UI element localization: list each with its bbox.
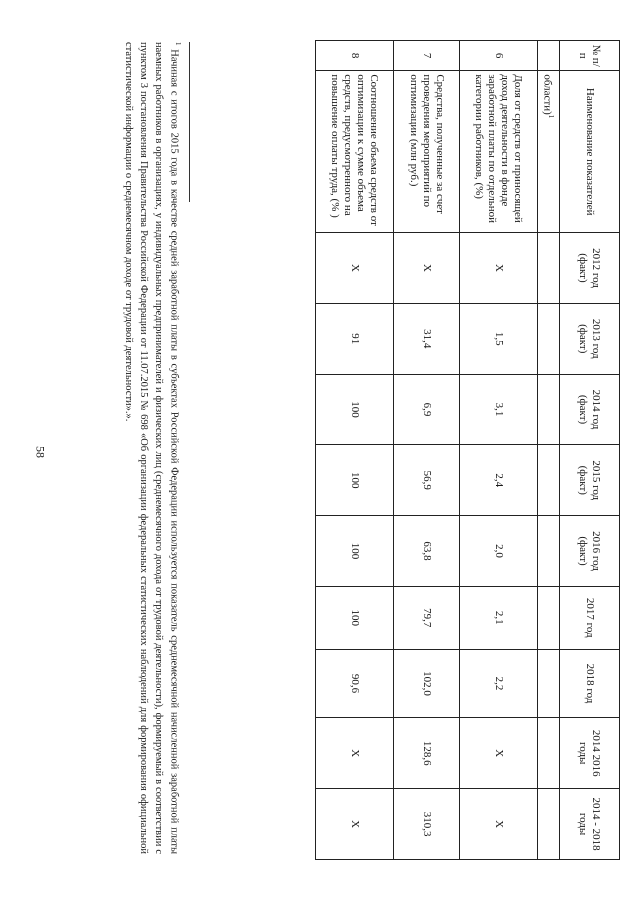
cell-value: X bbox=[316, 789, 394, 860]
cell-value: 100 bbox=[316, 445, 394, 516]
header-num: № п/п bbox=[560, 41, 620, 71]
cell-value: 128,6 bbox=[394, 718, 460, 789]
header-2015: 2015 год (факт) bbox=[560, 445, 620, 516]
cell-value: X bbox=[460, 789, 538, 860]
row-name: Соотношение объема средств от оптимизации к сумме объема средств, предусмотренного на повышение оплаты труда, (% ) bbox=[316, 71, 394, 233]
header-2018: 2018 год bbox=[560, 649, 620, 718]
table-row bbox=[538, 41, 560, 860]
cell-value: 2,2 bbox=[460, 649, 538, 718]
row-num: 8 bbox=[316, 41, 394, 71]
cell-value: 102,0 bbox=[394, 649, 460, 718]
cell-value: 56,9 bbox=[394, 445, 460, 516]
cell-value: X bbox=[316, 718, 394, 789]
cell-value: 2,0 bbox=[460, 516, 538, 587]
row-num: 6 bbox=[460, 41, 538, 71]
cell-value: 90,6 bbox=[316, 649, 394, 718]
footnote bbox=[122, 42, 186, 854]
header-2016: 2016 год (факт) bbox=[560, 516, 620, 587]
cell-value: 1,5 bbox=[460, 303, 538, 374]
cell-value: 100 bbox=[316, 516, 394, 587]
cell-value: X bbox=[460, 718, 538, 789]
cell-value: 2,1 bbox=[460, 586, 538, 649]
header-name: Наименование показателей bbox=[560, 71, 620, 233]
table-header-row bbox=[560, 41, 620, 860]
header-2014-2016: 2014 2016 годы bbox=[560, 718, 620, 789]
cell-value: 31,4 bbox=[394, 303, 460, 374]
cell-value: 3,1 bbox=[460, 374, 538, 445]
header-2012: 2012 год (факт) bbox=[560, 233, 620, 304]
header-2014-2018: 2014 - 2018 годы bbox=[560, 789, 620, 860]
cell-value: 63,8 bbox=[394, 516, 460, 587]
row-name: Средства, полученные за счет проведения мероприятий по оптимизации (млн руб.) bbox=[394, 71, 460, 233]
row-name: Доля от средств от приносящей доход деятельности в фонде заработной платы по отдельной категории работников, (%) bbox=[460, 71, 538, 233]
cell-value: 100 bbox=[316, 374, 394, 445]
row-num: 7 bbox=[394, 41, 460, 71]
cell-value: X bbox=[460, 233, 538, 304]
rotated-page-content bbox=[20, 40, 620, 880]
page-number: 58 bbox=[33, 446, 48, 458]
header-2017: 2017 год bbox=[560, 586, 620, 649]
indicators-table bbox=[315, 40, 620, 860]
cell-value: X bbox=[316, 233, 394, 304]
cell-value: X bbox=[394, 233, 460, 304]
cell-value: 6,9 bbox=[394, 374, 460, 445]
footnote-text: Начиная с итогов 2015 года в качестве средней заработной платы в субъектах Российской Федерации используется показатель среднемесячной начисленной заработной платы наемных работников в организациях, у индивидуальных предпринимателей и физических лиц (среднемесячного дохода от трудовой деятельности), формируемый в соответствии с пунктом 3 постановления Правительства Российской Федерации от 11.07.2015 № 698 «Об организации федеральных статистических наблюдений для формирования официальной статистической информации о среднемесячном доходе от трудовой деятельности».». bbox=[123, 42, 180, 855]
cell-value: 79,7 bbox=[394, 586, 460, 649]
cell-value: 100 bbox=[316, 586, 394, 649]
header-2013: 2013 год (факт) bbox=[560, 303, 620, 374]
table-row bbox=[460, 41, 538, 860]
cell-value: 91 bbox=[316, 303, 394, 374]
cell-value: 2,4 bbox=[460, 445, 538, 516]
footnote-marker: 1 bbox=[174, 42, 182, 46]
table-row bbox=[316, 41, 394, 860]
cell-value: 310,3 bbox=[394, 789, 460, 860]
table-row bbox=[394, 41, 460, 860]
header-2014: 2014 год (факт) bbox=[560, 374, 620, 445]
continuation-cell: области)$^1$ bbox=[538, 71, 560, 233]
footnote-divider bbox=[189, 42, 190, 202]
